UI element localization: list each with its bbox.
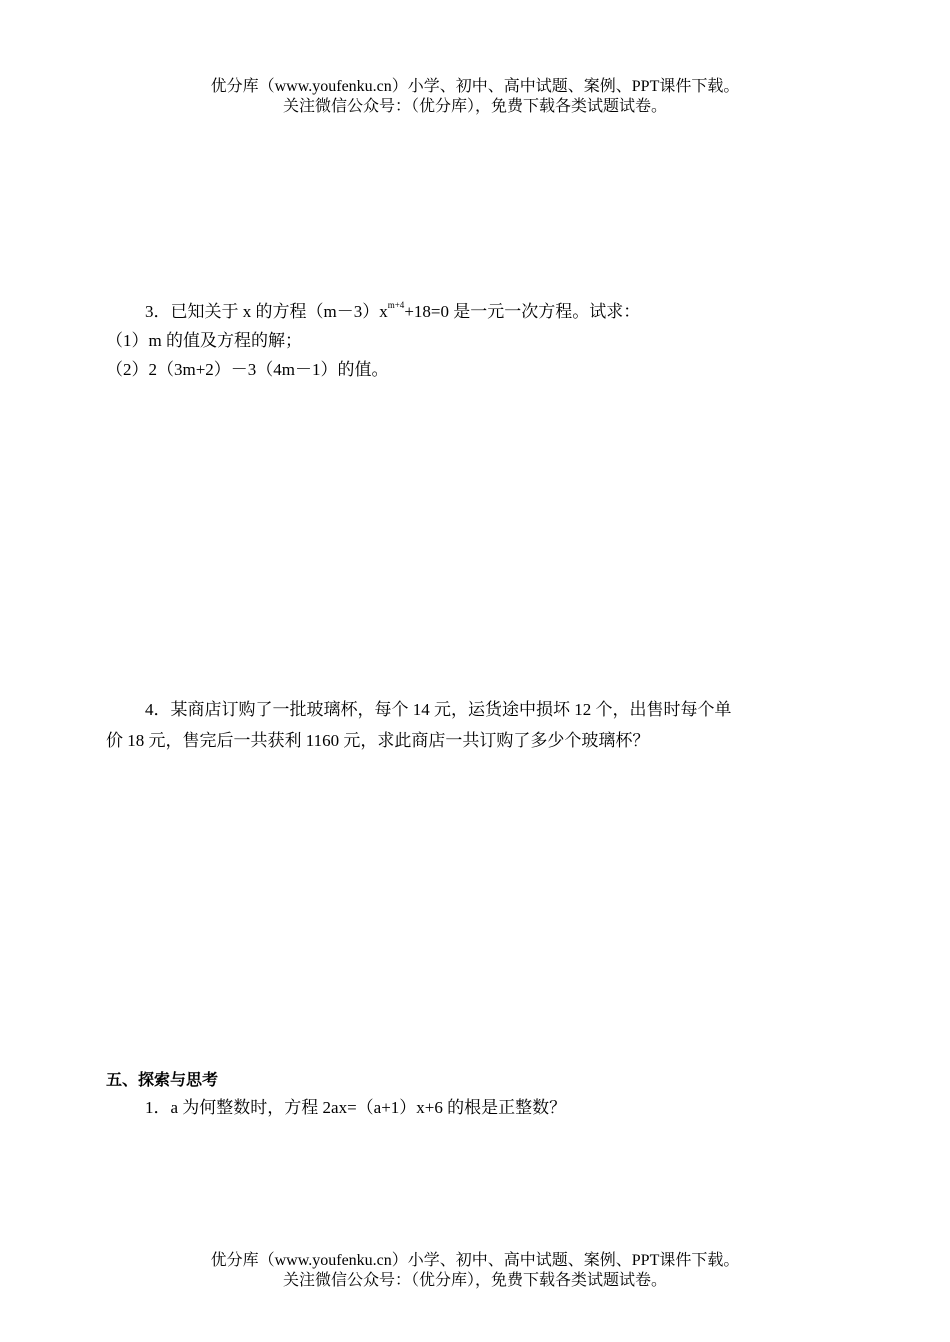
page-footer [0,1251,950,1291]
question-3-stem-end: +18=0 是一元一次方程。试求： [404,302,641,321]
footer-line-2: 关注微信公众号：（优分库），免费下载各类试题试卷。 [282,1272,667,1289]
section-5-question-1: 1．a 为何整数时，方程 2ax=（a+1）x+6 的根是正整数？ [145,1098,567,1117]
question-3-stem [145,301,640,323]
page-header [0,77,950,117]
question-3-exponent: m+4 [387,300,405,311]
question-3-stem-start: 3．已知关于 x 的方程（m－3）x [145,302,388,321]
question-3-part-1: （1）m 的值及方程的解； [106,331,302,350]
header-line-1: 优分库（www.youfenku.cn）小学、初中、高中试题、案例、PPT课件下载。 [210,78,740,95]
footer-line-1: 优分库（www.youfenku.cn）小学、初中、高中试题、案例、PPT课件下载。 [210,1252,740,1269]
question-4-line-2: 价 18 元，售完后一共获利 1160 元，求此商店一共订购了多少个玻璃杯？ [106,731,650,750]
header-line-2: 关注微信公众号：（优分库），免费下载各类试题试卷。 [282,98,667,115]
section-5-title: 五、探索与思考 [106,1070,219,1089]
question-4-line-1: 4．某商店订购了一批玻璃杯，每个 14 元，运货途中损坏 12 个，出售时每个单 [145,700,732,719]
question-3-part-2: （2）2（3m+2）－3（4m－1）的值。 [106,360,389,379]
